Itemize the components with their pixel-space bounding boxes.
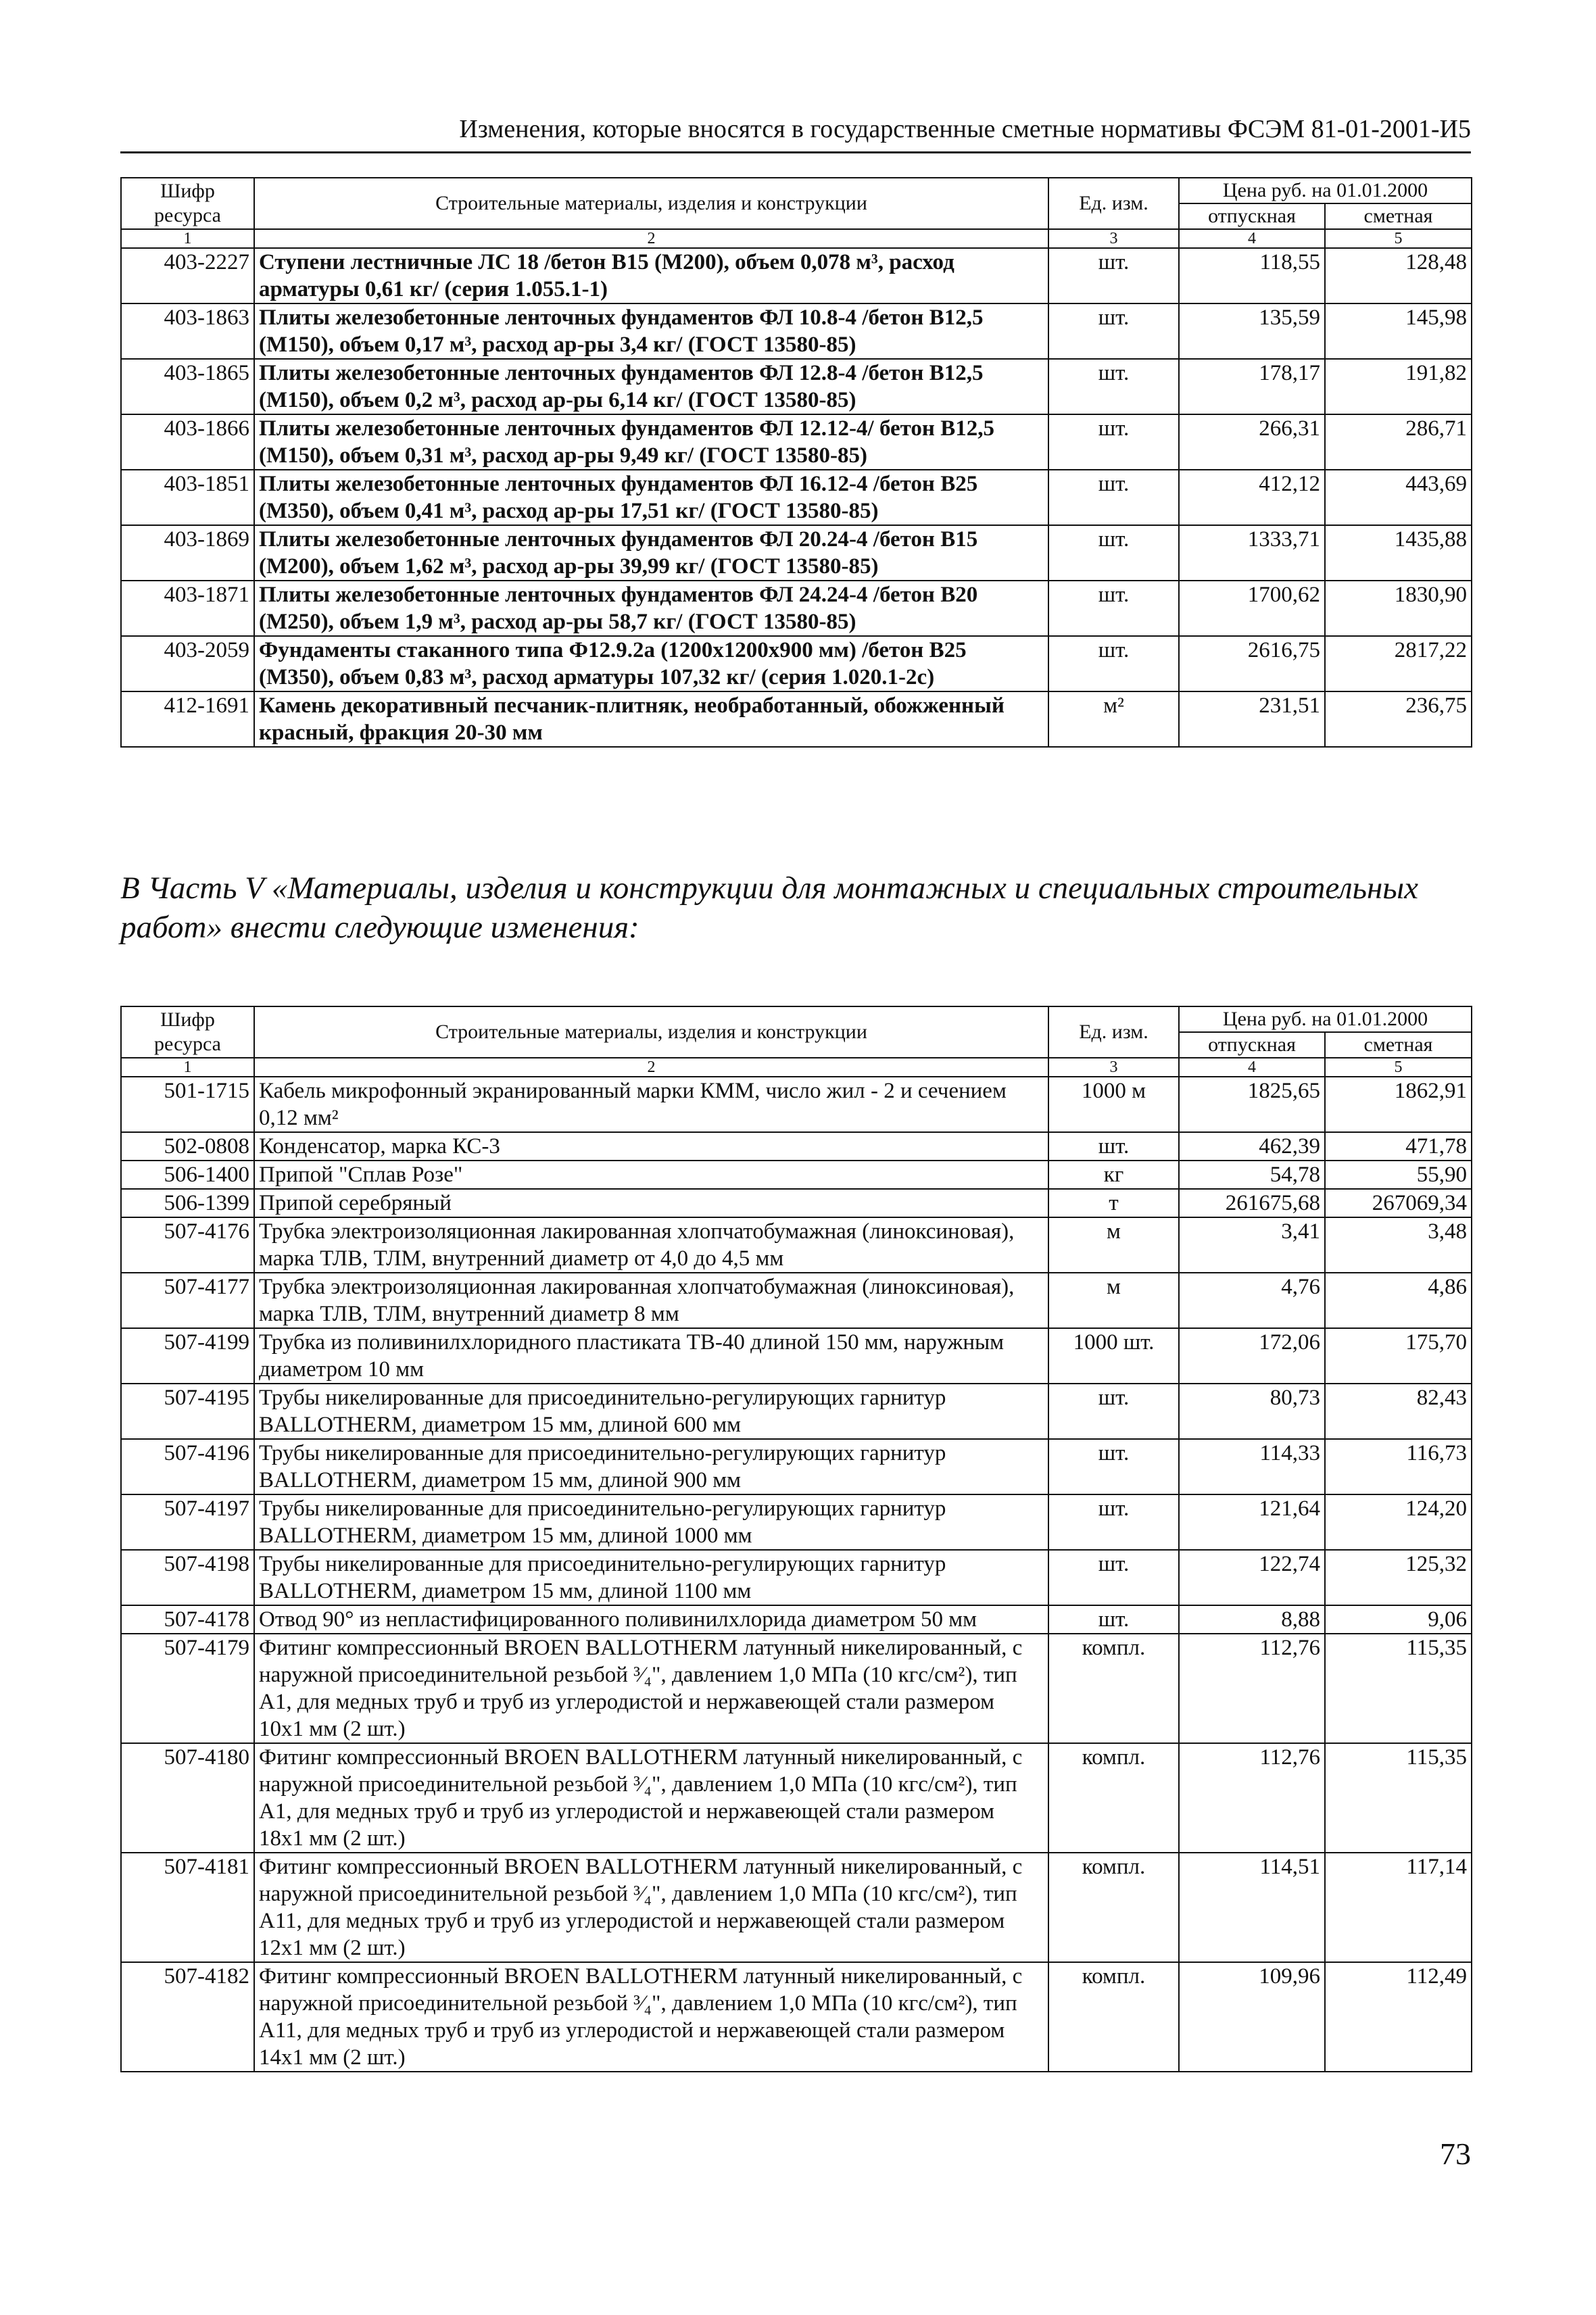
release-price-cell: 462,39: [1179, 1132, 1325, 1161]
resource-code-cell: 403-1871: [121, 581, 254, 636]
resource-code-cell: 507-4179: [121, 1634, 254, 1743]
unit-cell: шт.: [1048, 525, 1179, 581]
col-header-name: Строительные материалы, изделия и конструкции: [254, 1006, 1048, 1058]
release-price-cell: 122,74: [1179, 1550, 1325, 1605]
unit-cell: м: [1048, 1217, 1179, 1273]
material-name-cell: Фитинг компрессионный BROEN BALLOTHERM латунный никелированный, с наружной присоединительной резьбой ³⁄₄", давлением 1,0 МПа (10 кгс/см²), тип А11, для медных труб и труб из углеродистой и нержавеющей стали размером 14х1 мм (2 шт.): [254, 1962, 1048, 2072]
release-price-cell: 1333,71: [1179, 525, 1325, 581]
table-row: [121, 248, 1472, 303]
estimate-price-cell: 128,48: [1325, 248, 1472, 303]
table-row: [121, 1217, 1472, 1273]
resource-code-cell: 507-4176: [121, 1217, 254, 1273]
table-row: [121, 1743, 1472, 1853]
estimate-price-cell: 117,14: [1325, 1853, 1472, 1962]
materials-table-part-4: [120, 177, 1472, 748]
unit-cell: шт.: [1048, 636, 1179, 691]
material-name-cell: Плиты железобетонные ленточных фундаментов ФЛ 24.24-4 /бетон В20 (М250), объем 1,9 м³, расход ар-ры 58,7 кг/ (ГОСТ 13580-85): [254, 581, 1048, 636]
release-price-cell: 121,64: [1179, 1494, 1325, 1550]
col-number: 1: [121, 1058, 254, 1077]
release-price-cell: 112,76: [1179, 1743, 1325, 1853]
col-number: 1: [121, 229, 254, 248]
estimate-price-cell: 1862,91: [1325, 1077, 1472, 1132]
release-price-cell: 109,96: [1179, 1962, 1325, 2072]
unit-cell: 1000 м: [1048, 1077, 1179, 1132]
table-row: [121, 1328, 1472, 1384]
table-row: [121, 1962, 1472, 2072]
unit-cell: шт.: [1048, 1494, 1179, 1550]
col-header-name: Строительные материалы, изделия и конструкции: [254, 178, 1048, 229]
table-header: [121, 178, 1472, 248]
estimate-price-cell: 443,69: [1325, 470, 1472, 525]
estimate-price-cell: 145,98: [1325, 303, 1472, 359]
table-body: [121, 248, 1472, 747]
table-row: [121, 470, 1472, 525]
table-row: [121, 1494, 1472, 1550]
page-header: [120, 108, 1471, 153]
page-number: 73: [1440, 2137, 1471, 2171]
release-price-cell: 114,33: [1179, 1439, 1325, 1494]
resource-code-cell: 507-4177: [121, 1273, 254, 1328]
estimate-price-cell: 3,48: [1325, 1217, 1472, 1273]
unit-cell: шт.: [1048, 470, 1179, 525]
resource-code-cell: 403-1851: [121, 470, 254, 525]
material-name-cell: Камень декоративный песчаник-плитняк, необработанный, обожженный красный, фракция 20-30 мм: [254, 691, 1048, 747]
estimate-price-cell: 286,71: [1325, 414, 1472, 470]
release-price-cell: 114,51: [1179, 1853, 1325, 1962]
release-price-cell: 172,06: [1179, 1328, 1325, 1384]
material-name-cell: Плиты железобетонные ленточных фундаментов ФЛ 20.24-4 /бетон В15 (М200), объем 1,62 м³, расход ар-ры 39,99 кг/ (ГОСТ 13580-85): [254, 525, 1048, 581]
col-header-code: Шифр ресурса: [121, 178, 254, 229]
col-header-release-price: отпускная: [1179, 203, 1325, 229]
material-name-cell: Трубка из поливинилхлоридного пластиката ТВ-40 длиной 150 мм, наружным диаметром 10 мм: [254, 1328, 1048, 1384]
release-price-cell: 1825,65: [1179, 1077, 1325, 1132]
material-name-cell: Ступени лестничные ЛС 18 /бетон В15 (М200), объем 0,078 м³, расход арматуры 0,61 кг/ (серия 1.055.1-1): [254, 248, 1048, 303]
table-row: [121, 1189, 1472, 1217]
unit-cell: компл.: [1048, 1962, 1179, 2072]
unit-cell: компл.: [1048, 1743, 1179, 1853]
resource-code-cell: 403-2059: [121, 636, 254, 691]
material-name-cell: Отвод 90° из непластифицированного поливинилхлорида диаметром 50 мм: [254, 1605, 1048, 1634]
material-name-cell: Плиты железобетонные ленточных фундаментов ФЛ 10.8-4 /бетон В12,5 (М150), объем 0,17 м³, расход ар-ры 3,4 кг/ (ГОСТ 13580-85): [254, 303, 1048, 359]
material-name-cell: Припой серебряный: [254, 1189, 1048, 1217]
col-header-price: Цена руб. на 01.01.2000: [1179, 178, 1472, 203]
material-name-cell: Трубы никелированные для присоединительно-регулирующих гарнитур BALLOTHERM, диаметром 15 мм, длиной 600 мм: [254, 1384, 1048, 1439]
resource-code-cell: 507-4182: [121, 1962, 254, 2072]
table-body: [121, 1077, 1472, 2072]
release-price-cell: 3,41: [1179, 1217, 1325, 1273]
col-number: 2: [254, 229, 1048, 248]
unit-cell: компл.: [1048, 1634, 1179, 1743]
section-note: В Часть V «Материалы, изделия и конструкции для монтажных и специальных строительных работ» внести следующие изменения:: [120, 871, 1419, 945]
table-row: [121, 525, 1472, 581]
release-price-cell: 261675,68: [1179, 1189, 1325, 1217]
table-row: [121, 1384, 1472, 1439]
estimate-price-cell: 267069,34: [1325, 1189, 1472, 1217]
estimate-price-cell: 116,73: [1325, 1439, 1472, 1494]
release-price-cell: 80,73: [1179, 1384, 1325, 1439]
unit-cell: м: [1048, 1273, 1179, 1328]
unit-cell: шт.: [1048, 581, 1179, 636]
material-name-cell: Трубы никелированные для присоединительно-регулирующих гарнитур BALLOTHERM, диаметром 15 мм, длиной 1100 мм: [254, 1550, 1048, 1605]
unit-cell: шт.: [1048, 1132, 1179, 1161]
resource-code-cell: 502-0808: [121, 1132, 254, 1161]
table-row: [121, 1634, 1472, 1743]
release-price-cell: 8,88: [1179, 1605, 1325, 1634]
table-header: [121, 1006, 1472, 1077]
table-row: [121, 636, 1472, 691]
unit-cell: шт.: [1048, 248, 1179, 303]
resource-code-cell: 403-1863: [121, 303, 254, 359]
resource-code-cell: 403-2227: [121, 248, 254, 303]
table-row: [121, 414, 1472, 470]
col-number: 5: [1325, 1058, 1472, 1077]
unit-cell: кг: [1048, 1161, 1179, 1189]
resource-code-cell: 507-4180: [121, 1743, 254, 1853]
material-name-cell: Трубы никелированные для присоединительно-регулирующих гарнитур BALLOTHERM, диаметром 15 мм, длиной 1000 мм: [254, 1494, 1048, 1550]
estimate-price-cell: 55,90: [1325, 1161, 1472, 1189]
table-row: [121, 303, 1472, 359]
material-name-cell: Трубка электроизоляционная лакированная хлопчатобумажная (линоксиновая), марка ТЛВ, ТЛМ, внутренний диаметр от 4,0 до 4,5 мм: [254, 1217, 1048, 1273]
material-name-cell: Конденсатор, марка КС-3: [254, 1132, 1048, 1161]
unit-cell: шт.: [1048, 1605, 1179, 1634]
table-row: [121, 1161, 1472, 1189]
material-name-cell: Кабель микрофонный экранированный марки КММ, число жил - 2 и сечением 0,12 мм²: [254, 1077, 1048, 1132]
estimate-price-cell: 1435,88: [1325, 525, 1472, 581]
estimate-price-cell: 115,35: [1325, 1634, 1472, 1743]
table-row: [121, 1439, 1472, 1494]
release-price-cell: 135,59: [1179, 303, 1325, 359]
estimate-price-cell: 2817,22: [1325, 636, 1472, 691]
resource-code-cell: 501-1715: [121, 1077, 254, 1132]
unit-cell: т: [1048, 1189, 1179, 1217]
estimate-price-cell: 1830,90: [1325, 581, 1472, 636]
release-price-cell: 266,31: [1179, 414, 1325, 470]
estimate-price-cell: 124,20: [1325, 1494, 1472, 1550]
resource-code-cell: 507-4196: [121, 1439, 254, 1494]
col-header-code: Шифр ресурса: [121, 1006, 254, 1058]
unit-cell: шт.: [1048, 414, 1179, 470]
estimate-price-cell: 191,82: [1325, 359, 1472, 414]
col-header-estimate-price: сметная: [1325, 203, 1472, 229]
unit-cell: компл.: [1048, 1853, 1179, 1962]
release-price-cell: 1700,62: [1179, 581, 1325, 636]
material-name-cell: Трубы никелированные для присоединительно-регулирующих гарнитур BALLOTHERM, диаметром 15 мм, длиной 900 мм: [254, 1439, 1048, 1494]
estimate-price-cell: 471,78: [1325, 1132, 1472, 1161]
table-row: [121, 581, 1472, 636]
material-name-cell: Фитинг компрессионный BROEN BALLOTHERM латунный никелированный, с наружной присоединительной резьбой ³⁄₄", давлением 1,0 МПа (10 кгс/см²), тип А11, для медных труб и труб из углеродистой и нержавеющей стали размером 12х1 мм (2 шт.): [254, 1853, 1048, 1962]
table-row: [121, 359, 1472, 414]
release-price-cell: 2616,75: [1179, 636, 1325, 691]
estimate-price-cell: 82,43: [1325, 1384, 1472, 1439]
materials-table-part-5: [120, 1006, 1472, 2072]
resource-code-cell: 506-1399: [121, 1189, 254, 1217]
resource-code-cell: 507-4181: [121, 1853, 254, 1962]
table-row: [121, 1077, 1472, 1132]
col-number: 2: [254, 1058, 1048, 1077]
material-name-cell: Фундаменты стаканного типа Ф12.9.2а (1200х1200х900 мм) /бетон В25 (М350), объем 0,83 м³, расход арматуры 107,32 кг/ (серия 1.020.1-2с): [254, 636, 1048, 691]
col-number: 3: [1048, 229, 1179, 248]
material-name-cell: Плиты железобетонные ленточных фундаментов ФЛ 12.8-4 /бетон В12,5 (М150), объем 0,2 м³, расход ар-ры 6,14 кг/ (ГОСТ 13580-85): [254, 359, 1048, 414]
col-header-unit: Ед. изм.: [1048, 178, 1179, 229]
estimate-price-cell: 115,35: [1325, 1743, 1472, 1853]
col-header-release-price: отпускная: [1179, 1032, 1325, 1058]
unit-cell: шт.: [1048, 1550, 1179, 1605]
material-name-cell: Фитинг компрессионный BROEN BALLOTHERM латунный никелированный, с наружной присоединительной резьбой ³⁄₄", давлением 1,0 МПа (10 кгс/см²), тип А1, для медных труб и труб из углеродистой и нержавеющей стали размером 18х1 мм (2 шт.): [254, 1743, 1048, 1853]
release-price-cell: 231,51: [1179, 691, 1325, 747]
release-price-cell: 112,76: [1179, 1634, 1325, 1743]
unit-cell: шт.: [1048, 1384, 1179, 1439]
resource-code-cell: 412-1691: [121, 691, 254, 747]
table-row: [121, 691, 1472, 747]
table-row: [121, 1132, 1472, 1161]
resource-code-cell: 403-1869: [121, 525, 254, 581]
col-header-estimate-price: сметная: [1325, 1032, 1472, 1058]
material-name-cell: Трубка электроизоляционная лакированная хлопчатобумажная (линоксиновая), марка ТЛВ, ТЛМ, внутренний диаметр 8 мм: [254, 1273, 1048, 1328]
unit-cell: 1000 шт.: [1048, 1328, 1179, 1384]
resource-code-cell: 507-4197: [121, 1494, 254, 1550]
col-number: 3: [1048, 1058, 1179, 1077]
unit-cell: шт.: [1048, 359, 1179, 414]
unit-cell: м²: [1048, 691, 1179, 747]
estimate-price-cell: 9,06: [1325, 1605, 1472, 1634]
col-header-unit: Ед. изм.: [1048, 1006, 1179, 1058]
material-name-cell: Припой "Сплав Розе": [254, 1161, 1048, 1189]
header-title: Изменения, которые вносятся в государственные сметные нормативы ФСЭМ 81-01-2001-И5: [459, 115, 1471, 143]
estimate-price-cell: 112,49: [1325, 1962, 1472, 2072]
release-price-cell: 118,55: [1179, 248, 1325, 303]
resource-code-cell: 403-1865: [121, 359, 254, 414]
resource-code-cell: 507-4198: [121, 1550, 254, 1605]
unit-cell: шт.: [1048, 303, 1179, 359]
resource-code-cell: 507-4199: [121, 1328, 254, 1384]
estimate-price-cell: 4,86: [1325, 1273, 1472, 1328]
release-price-cell: 412,12: [1179, 470, 1325, 525]
release-price-cell: 4,76: [1179, 1273, 1325, 1328]
resource-code-cell: 506-1400: [121, 1161, 254, 1189]
material-name-cell: Фитинг компрессионный BROEN BALLOTHERM латунный никелированный, с наружной присоединительной резьбой ³⁄₄", давлением 1,0 МПа (10 кгс/см²), тип А1, для медных труб и труб из углеродистой и нержавеющей стали размером 10х1 мм (2 шт.): [254, 1634, 1048, 1743]
release-price-cell: 178,17: [1179, 359, 1325, 414]
col-number: 5: [1325, 229, 1472, 248]
material-name-cell: Плиты железобетонные ленточных фундаментов ФЛ 12.12-4/ бетон В12,5 (М150), объем 0,31 м³, расход ар-ры 9,49 кг/ (ГОСТ 13580-85): [254, 414, 1048, 470]
estimate-price-cell: 125,32: [1325, 1550, 1472, 1605]
col-number: 4: [1179, 1058, 1325, 1077]
col-number: 4: [1179, 229, 1325, 248]
col-header-price: Цена руб. на 01.01.2000: [1179, 1006, 1472, 1032]
resource-code-cell: 507-4178: [121, 1605, 254, 1634]
resource-code-cell: 507-4195: [121, 1384, 254, 1439]
release-price-cell: 54,78: [1179, 1161, 1325, 1189]
estimate-price-cell: 236,75: [1325, 691, 1472, 747]
table-row: [121, 1273, 1472, 1328]
unit-cell: шт.: [1048, 1439, 1179, 1494]
resource-code-cell: 403-1866: [121, 414, 254, 470]
table-row: [121, 1605, 1472, 1634]
estimate-price-cell: 175,70: [1325, 1328, 1472, 1384]
table-row: [121, 1550, 1472, 1605]
material-name-cell: Плиты железобетонные ленточных фундаментов ФЛ 16.12-4 /бетон В25 (М350), объем 0,41 м³, расход ар-ры 17,51 кг/ (ГОСТ 13580-85): [254, 470, 1048, 525]
table-row: [121, 1853, 1472, 1962]
